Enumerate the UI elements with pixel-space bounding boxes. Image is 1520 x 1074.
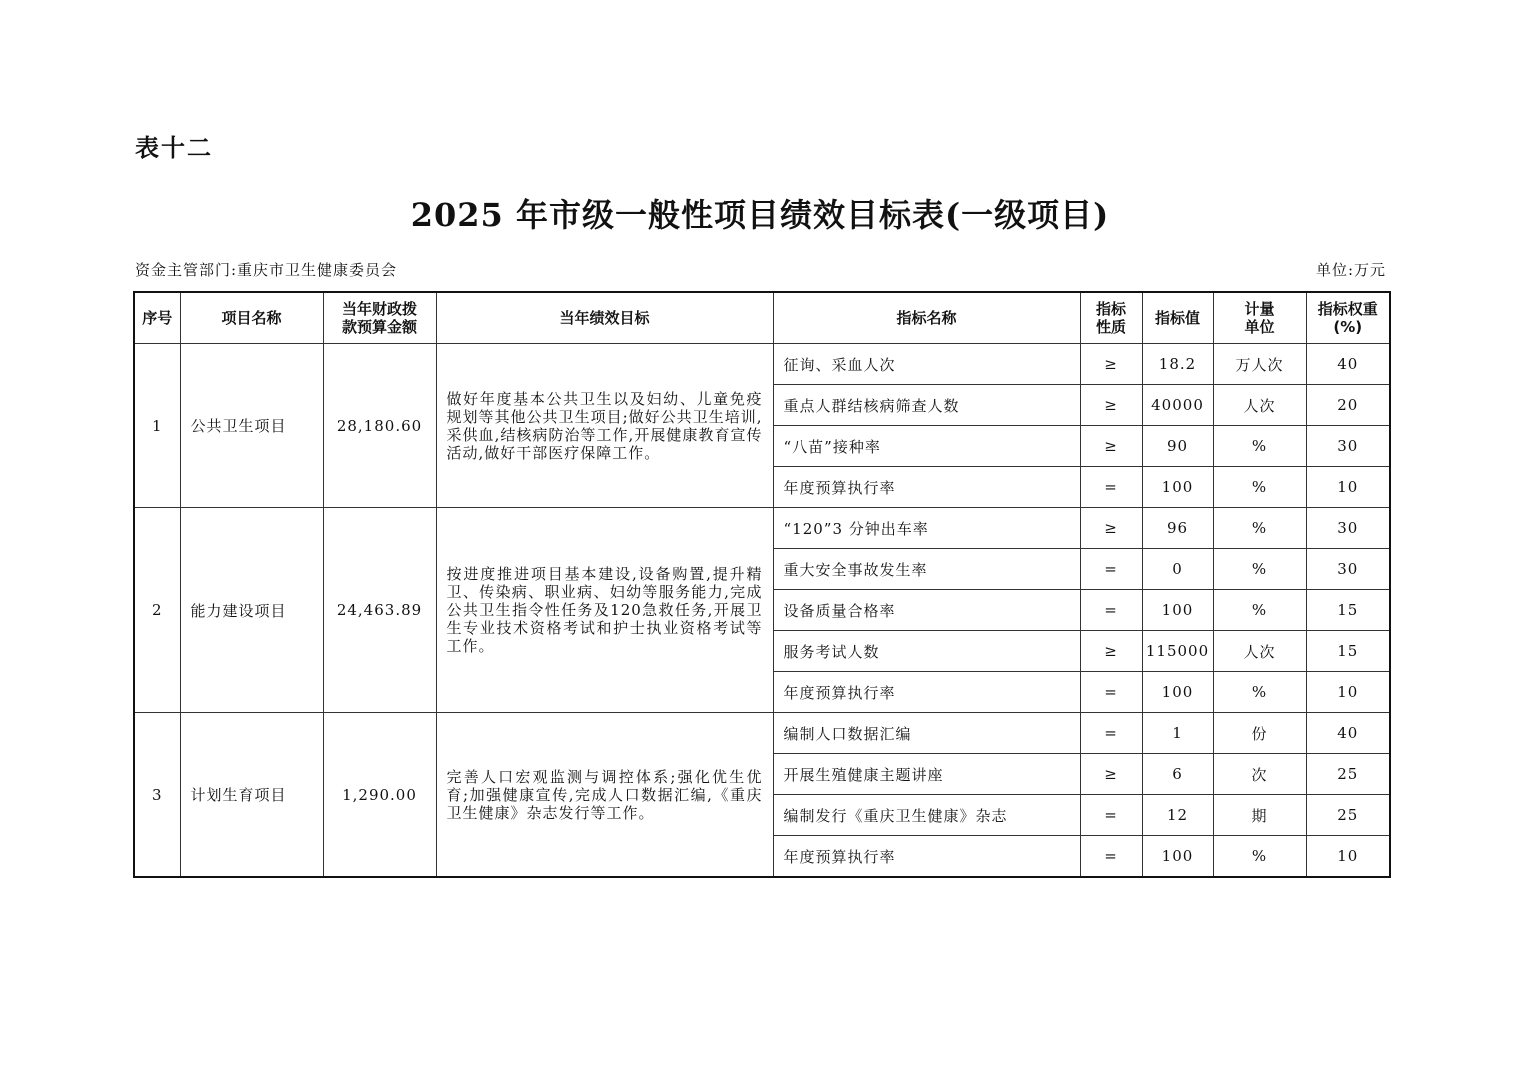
- indicator-value: 6: [1142, 754, 1213, 795]
- table-number-label: 表十二: [135, 134, 213, 162]
- indicator-name: 编制发行《重庆卫生健康》杂志: [773, 795, 1080, 836]
- header-indicator-name: 指标名称: [773, 292, 1080, 344]
- indicator-name: 年度预算执行率: [773, 836, 1080, 878]
- indicator-unit: %: [1213, 672, 1306, 713]
- indicator-name: 编制人口数据汇编: [773, 713, 1080, 754]
- funding-department: 资金主管部门:重庆市卫生健康委员会: [135, 261, 398, 279]
- indicator-name: “八苗”接种率: [773, 426, 1080, 467]
- indicator-name: 年度预算执行率: [773, 672, 1080, 713]
- indicator-value: 100: [1142, 836, 1213, 878]
- project-budget: 28,180.60: [323, 344, 436, 508]
- header-weight-line1: 指标权重: [1317, 300, 1378, 318]
- indicator-nature: ≥: [1080, 508, 1142, 549]
- project-seq: 3: [134, 713, 180, 878]
- indicator-weight: 10: [1306, 467, 1390, 508]
- header-nature: [1080, 292, 1142, 344]
- indicator-unit: %: [1213, 549, 1306, 590]
- project-name: 能力建设项目: [180, 508, 323, 713]
- table-row: [134, 508, 1390, 549]
- indicator-name: 年度预算执行率: [773, 467, 1080, 508]
- table-row: [134, 713, 1390, 754]
- project-seq: 2: [134, 508, 180, 713]
- indicator-unit: %: [1213, 590, 1306, 631]
- indicator-weight: 20: [1306, 385, 1390, 426]
- project-budget: 24,463.89: [323, 508, 436, 713]
- indicator-nature: =: [1080, 795, 1142, 836]
- indicator-unit: %: [1213, 508, 1306, 549]
- table-header-row: [134, 292, 1390, 344]
- indicator-value: 100: [1142, 590, 1213, 631]
- indicator-nature: ≥: [1080, 754, 1142, 795]
- header-unit-line2: 单位: [1244, 318, 1275, 336]
- header-nature-line2: 性质: [1095, 318, 1126, 336]
- indicator-nature: ≥: [1080, 631, 1142, 672]
- indicator-value: 18.2: [1142, 344, 1213, 385]
- indicator-unit: 份: [1213, 713, 1306, 754]
- indicator-name: 重大安全事故发生率: [773, 549, 1080, 590]
- indicator-weight: 40: [1306, 344, 1390, 385]
- indicator-nature: =: [1080, 713, 1142, 754]
- project-goal: 完善人口宏观监测与调控体系;强化优生优育;加强健康宣传,完成人口数据汇编,《重庆卫生健康》杂志发行等工作。: [436, 713, 773, 878]
- indicator-weight: 10: [1306, 672, 1390, 713]
- indicator-value: 100: [1142, 467, 1213, 508]
- table-row: [134, 344, 1390, 385]
- indicator-unit: 万人次: [1213, 344, 1306, 385]
- indicator-weight: 10: [1306, 836, 1390, 878]
- indicator-value: 0: [1142, 549, 1213, 590]
- document-title: 2025 年市级一般性项目绩效目标表(一级项目): [410, 196, 1110, 234]
- indicator-weight: 30: [1306, 426, 1390, 467]
- indicator-value: 115000: [1142, 631, 1213, 672]
- indicator-name: 设备质量合格率: [773, 590, 1080, 631]
- header-seq: 序号: [134, 292, 180, 344]
- indicator-weight: 30: [1306, 508, 1390, 549]
- indicator-nature: ≥: [1080, 385, 1142, 426]
- indicator-value: 1: [1142, 713, 1213, 754]
- indicator-unit: %: [1213, 836, 1306, 878]
- header-budget-line1: 当年财政拨: [341, 300, 417, 318]
- indicator-nature: ≥: [1080, 344, 1142, 385]
- indicator-unit: %: [1213, 426, 1306, 467]
- indicator-nature: ≥: [1080, 426, 1142, 467]
- indicator-weight: 40: [1306, 713, 1390, 754]
- header-goal: 当年绩效目标: [436, 292, 773, 344]
- indicator-name: 服务考试人数: [773, 631, 1080, 672]
- project-budget: 1,290.00: [323, 713, 436, 878]
- indicator-name: 重点人群结核病筛查人数: [773, 385, 1080, 426]
- indicator-value: 96: [1142, 508, 1213, 549]
- project-name: 计划生育项目: [180, 713, 323, 878]
- indicator-nature: =: [1080, 672, 1142, 713]
- project-name: 公共卫生项目: [180, 344, 323, 508]
- indicator-weight: 15: [1306, 590, 1390, 631]
- header-budget: [323, 292, 436, 344]
- indicator-nature: =: [1080, 836, 1142, 878]
- indicator-nature: =: [1080, 467, 1142, 508]
- indicator-nature: =: [1080, 590, 1142, 631]
- indicator-value: 40000: [1142, 385, 1213, 426]
- indicator-weight: 30: [1306, 549, 1390, 590]
- indicator-value: 100: [1142, 672, 1213, 713]
- indicator-name: “120”3 分钟出车率: [773, 508, 1080, 549]
- performance-target-table: [133, 291, 1391, 878]
- header-value: 指标值: [1142, 292, 1213, 344]
- project-goal: 按进度推进项目基本建设,设备购置,提升精卫、传染病、职业病、妇幼等服务能力,完成公共卫生指令性任务及120急救任务,开展卫生专业技术资格考试和护士执业资格考试等工作。: [436, 508, 773, 713]
- indicator-value: 12: [1142, 795, 1213, 836]
- currency-unit: 单位:万元: [1315, 261, 1386, 279]
- indicator-nature: =: [1080, 549, 1142, 590]
- indicator-unit: 期: [1213, 795, 1306, 836]
- indicator-weight: 25: [1306, 795, 1390, 836]
- indicator-unit: %: [1213, 467, 1306, 508]
- indicator-value: 90: [1142, 426, 1213, 467]
- indicator-name: 开展生殖健康主题讲座: [773, 754, 1080, 795]
- project-goal: 做好年度基本公共卫生以及妇幼、儿童免疫规划等其他公共卫生项目;做好公共卫生培训,采供血,结核病防治等工作,开展健康教育宣传活动,做好干部医疗保障工作。: [436, 344, 773, 508]
- header-weight-line2: (%): [1333, 318, 1363, 336]
- indicator-unit: 人次: [1213, 631, 1306, 672]
- header-unit: [1213, 292, 1306, 344]
- indicator-weight: 15: [1306, 631, 1390, 672]
- header-project-name: 项目名称: [180, 292, 323, 344]
- project-seq: 1: [134, 344, 180, 508]
- header-weight: [1306, 292, 1390, 344]
- indicator-unit: 次: [1213, 754, 1306, 795]
- header-nature-line1: 指标: [1095, 300, 1126, 318]
- indicator-weight: 25: [1306, 754, 1390, 795]
- indicator-name: 征询、采血人次: [773, 344, 1080, 385]
- header-unit-line1: 计量: [1244, 300, 1275, 318]
- header-budget-line2: 款预算金额: [341, 318, 417, 336]
- indicator-unit: 人次: [1213, 385, 1306, 426]
